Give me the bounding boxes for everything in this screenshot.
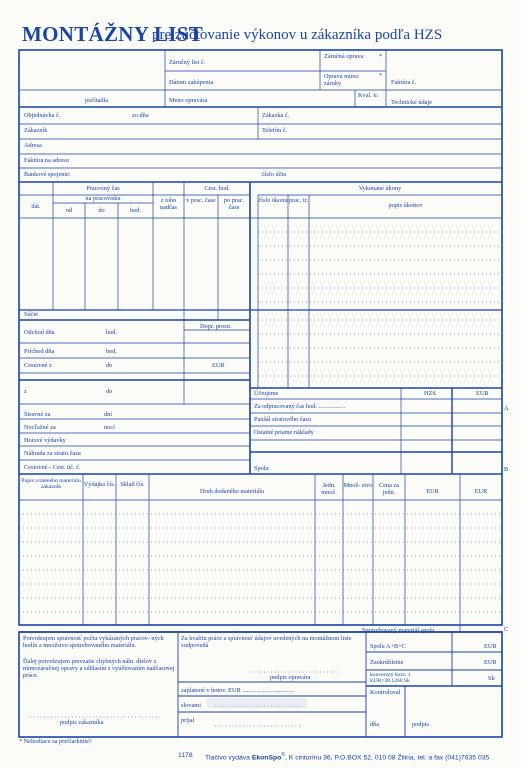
stamp-area xyxy=(207,698,307,708)
sk-label: Sk xyxy=(488,675,495,682)
faktura-label: Faktúra č. xyxy=(391,79,417,86)
dni-label: dní xyxy=(104,411,113,418)
sklad-header: Sklad čís. xyxy=(120,481,145,488)
popis-ukonov-header: popis úkonov xyxy=(388,202,423,209)
vykonane-ukony-header: Vykonané úkony xyxy=(358,185,402,192)
noci-label: nocí xyxy=(104,424,115,431)
cest-hod-header: Cest. hod. xyxy=(204,185,230,192)
pracovny-cas-header: Pracovný čas xyxy=(86,185,120,192)
form-title: MONTÁŽNY LIST xyxy=(22,22,204,46)
prijal-label: prijal xyxy=(181,717,195,724)
z-toho-nadcas-header: z toho nadčas xyxy=(159,197,178,211)
mnozstvo-header: Množ- stvo xyxy=(343,482,373,489)
podpis-zakaznika-label: podpis zákazníka xyxy=(60,719,104,726)
podpis-opravara-label: podpis opravára xyxy=(270,674,311,681)
kval-tr-label: Kval. tr. xyxy=(358,92,379,99)
zo-dna-label: zo dňa xyxy=(132,112,149,119)
cestovne-uc-label: Cestovné - Cest. úč. č. xyxy=(24,464,81,471)
form-subtitle: pre zúčtovanie výkonov u zákazníka podľa HZS xyxy=(152,27,443,43)
dalej-potvrdzujem-text: Ďalej potvrdzujem prevzatie chybných náhr. dielov z mimozáručnej opravy a súhlasím s vyúčtovaním nadčasovej práce. xyxy=(23,658,175,679)
cislo-ukonu-header: číslo úkonu xyxy=(258,197,288,204)
do-label: do xyxy=(106,388,113,395)
po-prac-case-header: po prac. čase xyxy=(223,197,245,211)
potvrdzujem-text: Potvrdzujem správnosť počtu vykázaných pracov- ných hodín a množstvo spotrebovaného materiálu. xyxy=(23,635,164,649)
druh-materialu-header: Druh dodaného materiálu xyxy=(199,488,265,495)
mark-b: B xyxy=(504,466,509,473)
cestovne-eur-label: EUR xyxy=(212,362,225,369)
faktura-adresa-label: Faktúra na adresu xyxy=(24,157,69,164)
zarucny-list-label: Záručný list č. xyxy=(169,59,206,66)
zaplatene-label: zaplatené v hotov. EUR ................................. xyxy=(181,687,295,694)
sucet-label: Súčet xyxy=(24,311,38,318)
prac-tr-header: prac. tr. xyxy=(288,197,309,204)
spolu-label: Spolu xyxy=(254,465,269,472)
asterisk-1: * xyxy=(379,53,383,60)
dopr-prostr-label: Dopr. prostr. xyxy=(200,323,232,330)
odchod-dna-label: Odchod dňa xyxy=(24,329,55,336)
spotrebovany-material-label: Spotrebovaný materiál spolu xyxy=(362,627,435,634)
od-header: od xyxy=(65,207,73,214)
stravne-label: Stravné za xyxy=(24,411,51,418)
uctujeme-label: Účtujeme xyxy=(254,390,279,397)
cena-jedn-header: Cena za jedn. xyxy=(378,482,400,496)
pocitadla-label: počítadla xyxy=(85,97,109,104)
hzs-label: HZS xyxy=(424,390,436,397)
bottom-eur-2: EUR xyxy=(484,659,497,666)
publisher-prefix: Tlačivo vydáva xyxy=(205,754,250,762)
mark-c: C xyxy=(504,626,509,633)
dat-header: dát. xyxy=(31,203,41,210)
spolu-abc-label: Spolu A+B+C xyxy=(370,643,406,650)
mark-a: A xyxy=(504,405,509,412)
oprava-mimo-zaruky-label: Oprava mimo záruky xyxy=(324,73,359,87)
technicke-udaje-label: Technické údaje xyxy=(391,99,432,106)
odchod-hod-label: hod. xyxy=(106,329,118,336)
hod-header: hod. xyxy=(129,207,142,214)
material-eur-header-1: EUR xyxy=(426,488,439,495)
zakaznik-label: Zákazník xyxy=(24,127,48,134)
cestovne-z-label: Cestovné z xyxy=(24,362,52,369)
publisher-address: , K cintorínu 36, P.O.BOX 52, 010 08 Žilina, tel. a fax (041)7635 035 xyxy=(285,754,490,762)
bankove-spojenie-label: Bankové spojenie: xyxy=(24,171,71,178)
zarucna-oprava-label: Záručná oprava xyxy=(324,53,364,60)
dna-label: dňa xyxy=(370,721,380,728)
za-kvalitu-text: Za kvalitu práce a správnosť údajov uvedených na montážnom liste zodpovedá xyxy=(181,635,352,649)
prichod-dna-label: Príchod dňa xyxy=(24,348,55,355)
do-header: do xyxy=(98,207,105,214)
jedn-mnoz-header: Jedn. množ. xyxy=(321,482,337,496)
popis-vrateneho-header: Popis vráteného materiálu zákazník xyxy=(21,478,81,491)
v-prac-case-header: v prac. čase xyxy=(186,197,216,204)
kontroloval-label: Kontroloval xyxy=(370,689,401,696)
pausal-label: Paušál stratového času xyxy=(254,416,312,423)
objednavka-label: Objednávka č. xyxy=(24,112,61,119)
ostatne-naklady-label: Ostatné priame náklady xyxy=(254,429,314,436)
zakazka-label: Zákazka č. xyxy=(262,112,290,119)
material-eur-header-2: EUR xyxy=(474,488,488,495)
cislo-uctu-label: číslo účtu xyxy=(262,171,287,178)
slovami-label: slovami xyxy=(181,702,201,709)
telefon-label: Telefón č. xyxy=(262,127,288,134)
prichod-hod-label: hod. xyxy=(106,348,118,355)
kurz-label: konverzný kurz: 1 EUR=30,1260 Sk xyxy=(370,672,411,685)
publisher-brand: EkonSpo xyxy=(251,754,282,762)
odpracovany-cas-label: Za odpracovaný čas hod. ................. xyxy=(254,403,346,410)
zaokruhlenie-label: Zaokrúhlenie xyxy=(370,659,404,666)
asterisk-2: * xyxy=(379,72,383,79)
nahrada-label: Náhrada za stratu času xyxy=(24,450,81,457)
podpis-label: podpis xyxy=(412,721,429,728)
vydajka-header: Výdajka čís. xyxy=(83,481,116,488)
noclazne-label: Nocľažné za xyxy=(24,424,56,431)
form-code: 1178 xyxy=(178,752,193,759)
adresa-label: Adresa xyxy=(24,142,42,149)
hotove-vydavky-label: Hotové výdavky xyxy=(24,437,66,444)
cestovne-do-label: do xyxy=(106,362,113,369)
meno-opravara-label: Meno opravára xyxy=(169,97,208,104)
billing-eur-label: EUR xyxy=(476,390,489,397)
publisher-line: Tlačivo vydáva EkonSpo©, K cintorínu 36, P.O.BOX 52, 010 08 Žilina, tel. a fax (041)7635 035 xyxy=(205,752,490,762)
z-label: z xyxy=(24,388,27,395)
na-pracovisku-header: na pracovisku xyxy=(85,195,121,202)
nehodiace-note: * Nehodiace sa prečiarknite! xyxy=(19,738,92,745)
bottom-eur-1: EUR xyxy=(484,643,497,650)
datum-zakupenia-label: Dátum zakúpenia xyxy=(169,79,214,86)
